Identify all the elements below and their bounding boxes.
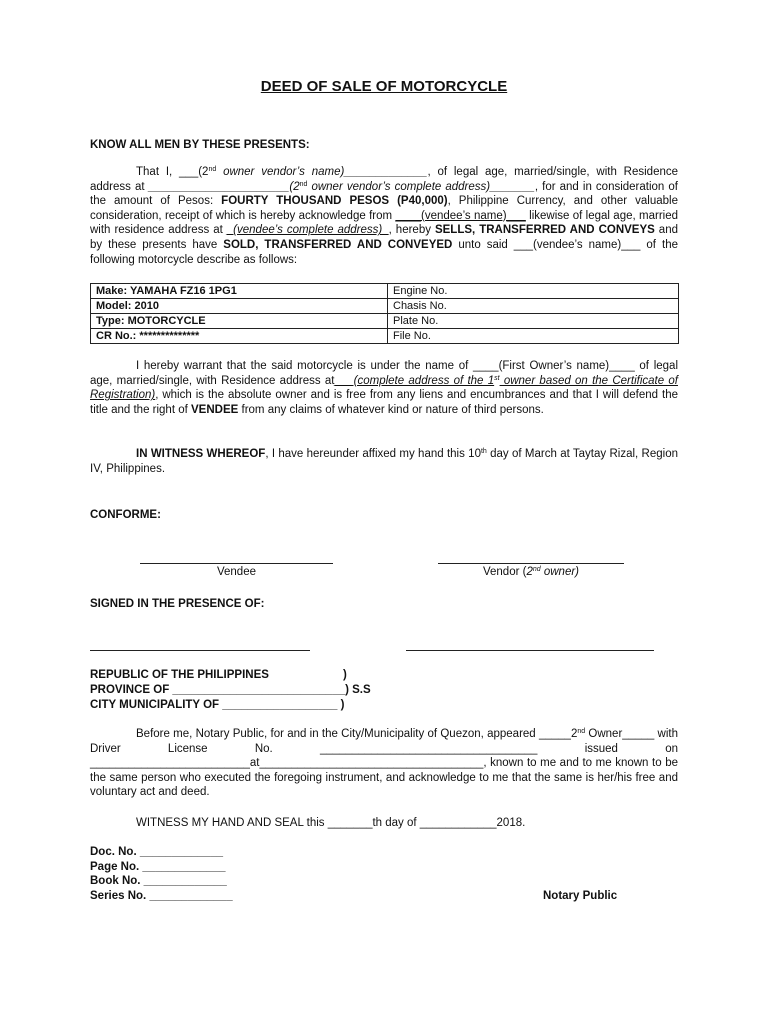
table-row [91,299,679,314]
spec-cr-no: CR No.: ************** [91,329,388,344]
venue-city: CITY MUNICIPALITY OF __________________ ) [90,699,345,711]
table-row [91,314,679,329]
spec-model: Model: 2010 [91,299,388,314]
vendee-signature-line [140,563,333,564]
conforme-heading: CONFORME: [90,509,161,521]
series-no: Series No. _____________ [90,889,233,902]
intro-heading: KNOW ALL MEN BY THESE PRESENTS: [90,139,310,151]
table-row [91,329,679,344]
witness-signature-line-2 [406,650,654,651]
venue-republic: REPUBLIC OF THE PHILIPPINES [90,669,269,681]
witness-signature-line-1 [90,650,310,651]
motorcycle-specs-table [90,283,679,344]
witness-paragraph: IN WITNESS WHEREOF, I have hereunder affixed my hand this 10th day of March at Taytay Rizal, Region IV, Philippines. [90,448,678,475]
warranty-paragraph: I hereby warrant that the said motorcycle is under the name of ____(First Owner’s name)____ of legal age, married/single, with Residence address at___(complete address of the 1st owner based on the Certificate of Registration), which is the absolute owner and is free from any liens and encumbrances and that I will defend the title and the right of VENDEE from any claims of whatever kind or nature of third persons. [90,360,678,416]
witness-hand-seal-line: WITNESS MY HAND AND SEAL this _______th day of ____________2018. [136,817,526,829]
document-title: DEED OF SALE OF MOTORCYCLE [260,78,508,95]
spec-type: Type: MOTORCYCLE [91,314,388,329]
book-no: Book No. _____________ [90,875,227,888]
venue-republic-bracket: ) [343,669,347,681]
spec-file-no: File No. [388,329,679,344]
spec-plate-no: Plate No. [388,314,679,329]
sale-paragraph: That I, ___(2nd owner vendor’s name)_____________, of legal age, married/single, with Residence address at ______________________(2nd owner vendor’s complete address)_______, for and in consideration of the amount of Pesos: FOURTY THOUSAND PESOS (P40,000), Philippine Currency, and other valuable consideration, receipt of which is hereby acknowledge from ____(vendee’s name)___ likewise of legal age, married with residence address at _(vendee’s complete address)_, hereby SELLS, TRANSFERRED AND CONVEYS and by these presents have SOLD, TRANSFERRED AND CONVEYED unto said ___(vendee’s name)___ of the following motorcycle describe as follows: [90,166,679,266]
notary-acknowledgment-paragraph: Before me, Notary Public, for and in the City/Municipality of Quezon, appeared _____2nd Owner_____ with Driver License No. __________________________________ issued on _________________________at___________________________________, known to me and to me known to be the same person who executed the foregoing instrument, and acknowledge to me that the same is her/his free and voluntary act and deed. [90,728,678,799]
vendor-label: Vendor (2nd owner) [482,566,580,578]
notary-register-lines [90,845,233,903]
venue-province: PROVINCE OF ___________________________) S.S [90,684,371,696]
signed-presence-heading: SIGNED IN THE PRESENCE OF: [90,598,265,610]
spec-engine-no: Engine No. [388,284,679,299]
page-no: Page No. _____________ [90,860,226,873]
vendee-label: Vendee [216,566,256,578]
vendor-signature-line [438,563,624,564]
notary-public-label: Notary Public [543,890,618,902]
spec-chasis-no: Chasis No. [388,299,679,314]
table-row [91,284,679,299]
spec-make: Make: YAMAHA FZ16 1PG1 [91,284,388,299]
doc-no: Doc. No. _____________ [90,846,223,858]
